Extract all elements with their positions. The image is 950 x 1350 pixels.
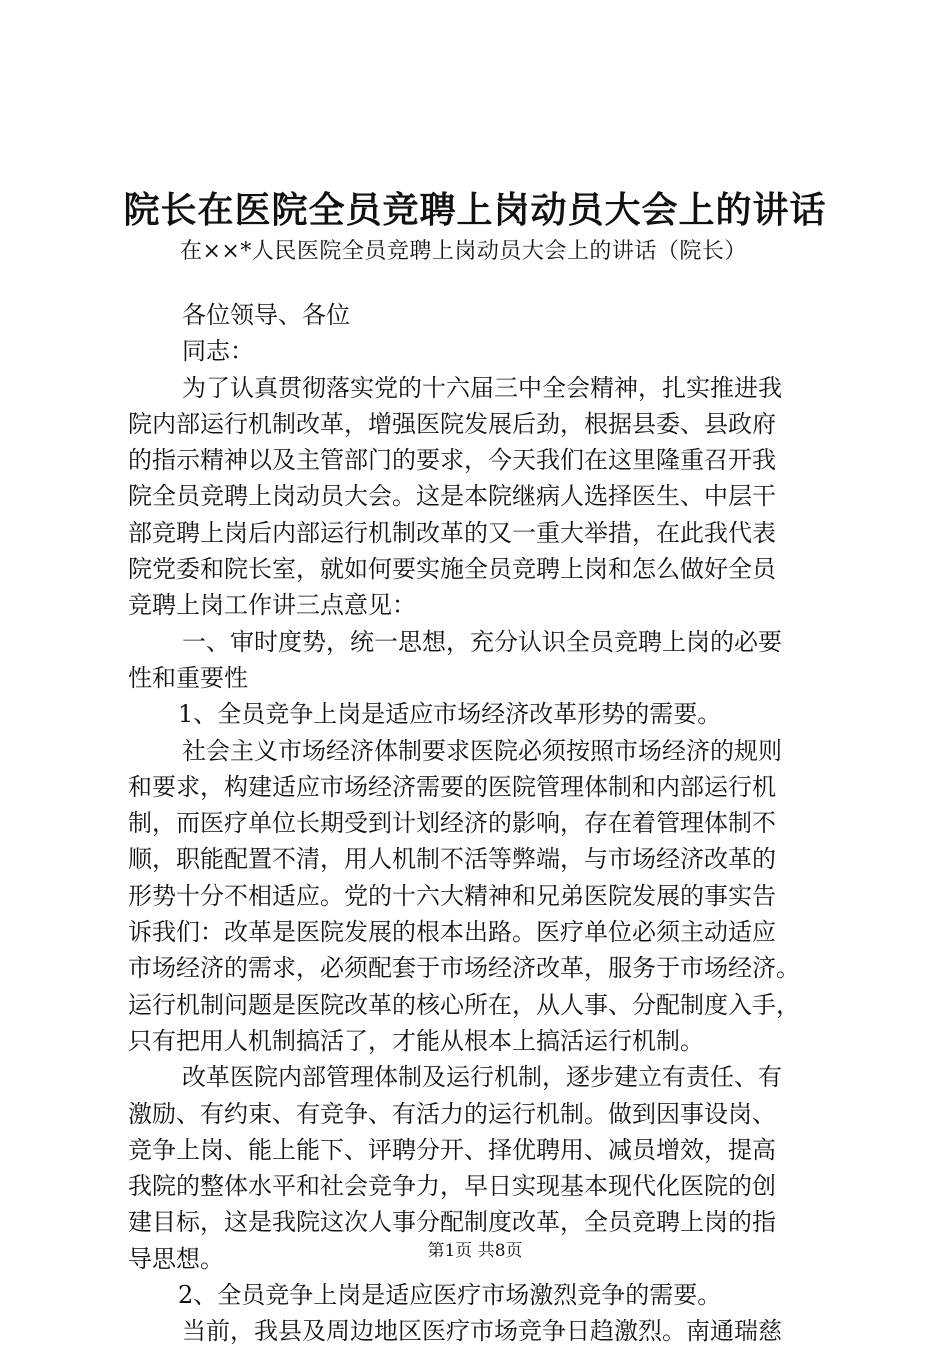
text-line: 性和重要性 bbox=[128, 663, 248, 692]
document-subtitle: 在××*人民医院全员竞聘上岗动员大会上的讲话（院长） bbox=[180, 239, 747, 264]
text-line: 改革医院内部管理体制及运行机制，逐步建立有责任、有 bbox=[182, 1063, 782, 1092]
text-line: 院内部运行机制改革，增强医院发展后劲，根据县委、县政府 bbox=[128, 409, 776, 438]
text-line: 各位领导、各位 bbox=[182, 301, 350, 329]
text-line: 当前，我县及周边地区医疗市场竞争日趋激烈。南通瑞慈 bbox=[182, 1317, 782, 1346]
text-line: 制，而医疗单位长期受到计划经济的影响，存在着管理体制不 bbox=[128, 809, 776, 838]
text-line: 院党委和院长室，就如何要实施全员竞聘上岗和怎么做好全员 bbox=[128, 555, 776, 584]
text-line: 激励、有约束、有竞争、有活力的运行机制。做到因事设岗、 bbox=[128, 1099, 776, 1128]
text-line: 院全员竞聘上岗动员大会。这是本院继病人选择医生、中层干 bbox=[128, 482, 776, 511]
text-line: 一、审时度势，统一思想，充分认识全员竞聘上岗的必要 bbox=[182, 627, 782, 656]
text-line: 诉我们：改革是医院发展的根本出路。医疗单位必须主动适应 bbox=[128, 918, 776, 947]
text-line: 为了认真贯彻落实党的十六届三中全会精神，扎实推进我 bbox=[182, 373, 782, 402]
text-line: 我院的整体水平和社会竞争力，早日实现基本现代化医院的创 bbox=[128, 1172, 776, 1201]
text-line: 只有把用人机制搞活了，才能从根本上搞活运行机制。 bbox=[128, 1026, 704, 1055]
text-line: 形势十分不相适应。党的十六大精神和兄弟医院发展的事实告 bbox=[128, 881, 776, 910]
text-line: 2、全员竞争上岗是适应医疗市场激烈竞争的需要。 bbox=[178, 1281, 722, 1310]
document-title: 院长在医院全员竞聘上岗动员大会上的讲话 bbox=[123, 189, 827, 231]
text-line: 市场经济的需求，必须配套于市场经济改革，服务于市场经济。 bbox=[128, 954, 800, 983]
text-line: 同志： bbox=[182, 337, 254, 366]
page-number-footer: 第1页 共8页 bbox=[427, 1241, 523, 1261]
text-line: 的指示精神以及主管部门的要求，今天我们在这里隆重召开我 bbox=[128, 446, 776, 475]
text-line: 部竞聘上岗后内部运行机制改革的又一重大举措，在此我代表 bbox=[128, 518, 776, 547]
text-line: 运行机制问题是医院改革的核心所在，从人事、分配制度入手， bbox=[128, 990, 800, 1019]
text-line: 和要求，构建适应市场经济需要的医院管理体制和内部运行机 bbox=[128, 772, 776, 801]
document-body bbox=[128, 297, 838, 1350]
text-line: 导思想。 bbox=[128, 1244, 224, 1273]
text-line: 竞争上岗、能上能下、评聘分开、择优聘用、减员增效，提高 bbox=[128, 1135, 776, 1164]
text-line: 顺，职能配置不清，用人机制不活等弊端，与市场经济改革的 bbox=[128, 845, 776, 874]
text-line: 竞聘上岗工作讲三点意见： bbox=[128, 591, 416, 620]
text-line: 社会主义市场经济体制要求医院必须按照市场经济的规则 bbox=[182, 736, 782, 765]
text-line: 1、全员竞争上岗是适应市场经济改革形势的需要。 bbox=[178, 700, 722, 729]
text-line: 建目标，这是我院这次人事分配制度改革，全员竞聘上岗的指 bbox=[128, 1208, 776, 1237]
